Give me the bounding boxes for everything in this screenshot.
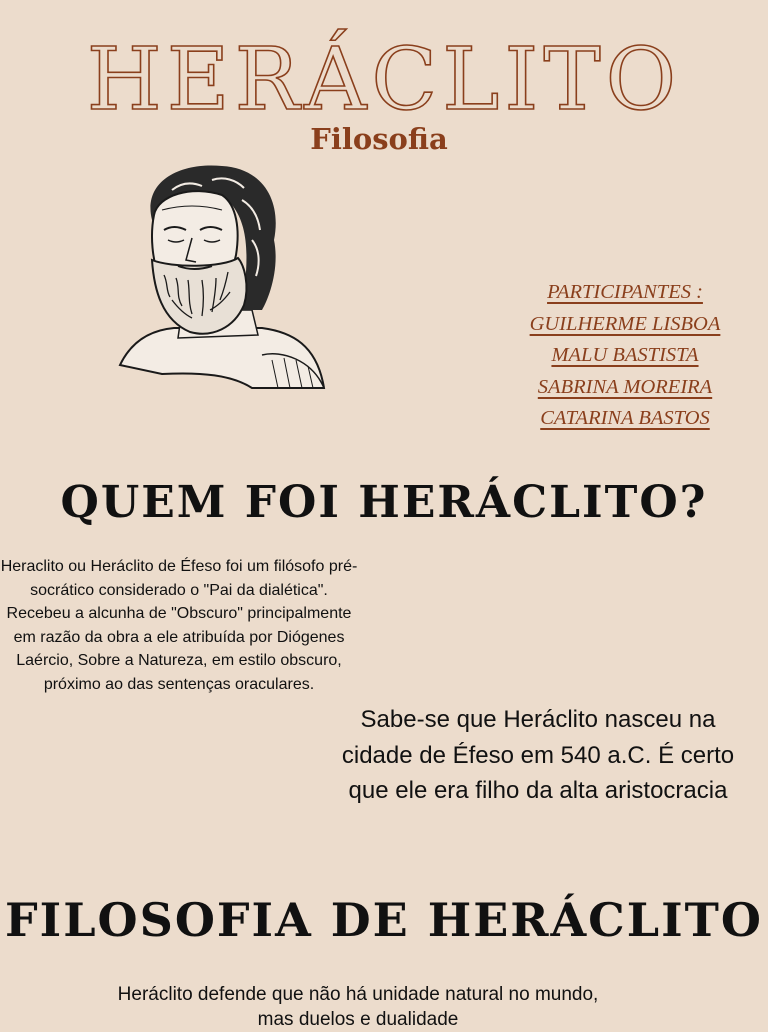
- section-heading-quem-foi: QUEM FOI HERÁCLITO?: [60, 477, 708, 528]
- participants-list: [520, 277, 730, 435]
- bio-paragraph: Heraclito ou Heráclito de Éfeso foi um filósofo pré-socrático considerado o "Pai da dialética". Recebeu a alcunha de "Obscuro" principalmente em razão da obra a ele atribuída por Diógenes Laércio, Sobre a Natureza, em estilo obscuro, próximo ao das sentenças oraculares.: [0, 558, 358, 693]
- philosophy-paragraph: Heráclito defende que não há unidade natural no mundo, mas duelos e dualidade: [117, 984, 599, 1030]
- participant-name: SABRINA MOREIRA: [537, 375, 713, 398]
- birth-paragraph: Sabe-se que Heráclito nasceu na cidade de Éfeso em 540 a.C. É certo que ele era filho da alta aristocracia: [341, 706, 735, 804]
- participant-name: GUILHERME LISBOA: [529, 312, 721, 335]
- page-subtitle: Filosofia: [310, 122, 448, 156]
- participant-name: CATARINA BASTOS: [540, 407, 710, 429]
- participants-heading: PARTICIPANTES :: [547, 281, 703, 303]
- heraclitus-bust-icon: [112, 160, 332, 392]
- page-title: HERÁCLITO: [86, 30, 682, 130]
- participant-name: MALU BASTISTA: [551, 344, 699, 366]
- section-heading-filosofia: FILOSOFIA DE HERÁCLITO: [5, 893, 763, 947]
